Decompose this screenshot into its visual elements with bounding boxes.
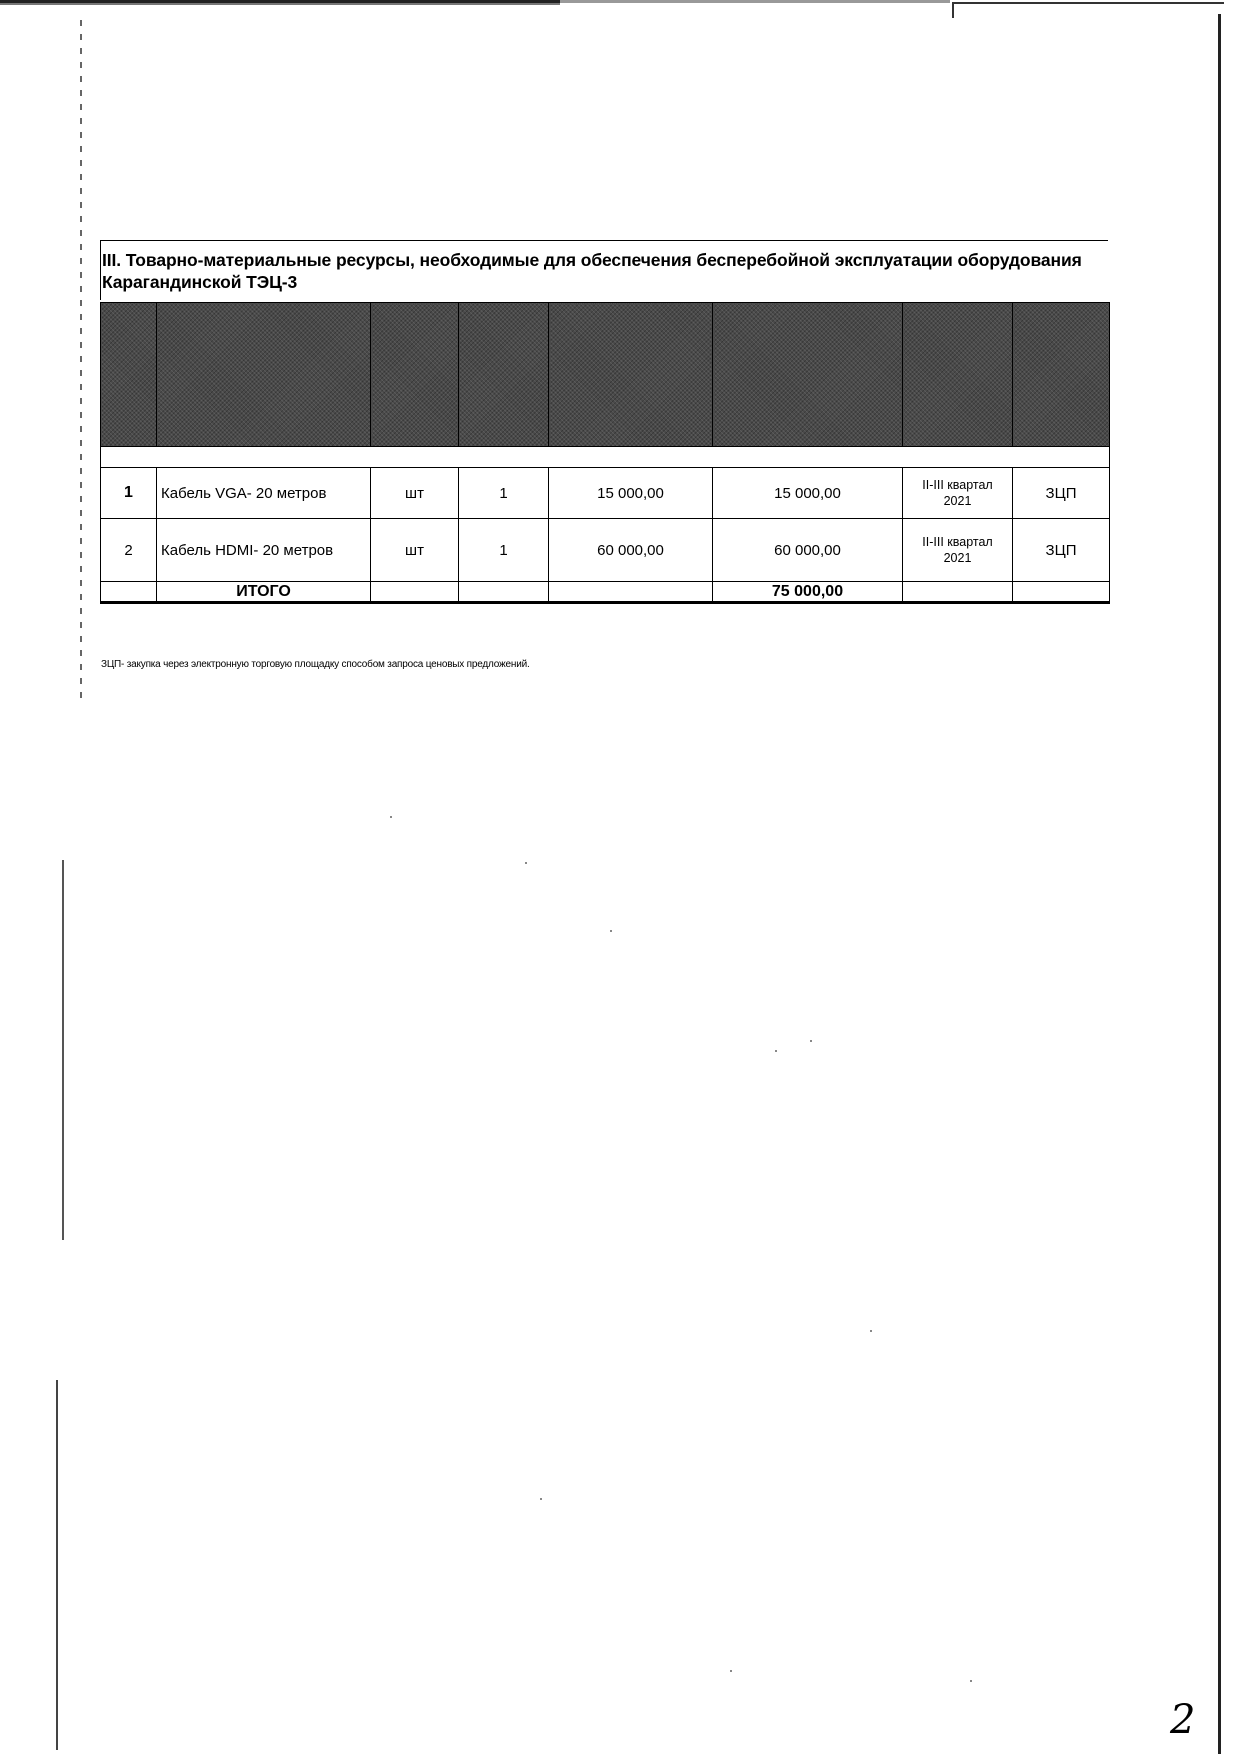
item-quantity: 1 <box>459 519 549 582</box>
total-empty-cell <box>371 582 459 603</box>
row-number: 1 <box>101 468 157 519</box>
item-method: ЗЦП <box>1013 519 1110 582</box>
scan-edge-right <box>1218 14 1221 1754</box>
scan-speck <box>870 1330 872 1332</box>
scan-speck <box>610 930 612 932</box>
scan-speck <box>730 1670 732 1672</box>
resources-table <box>100 302 1110 604</box>
total-empty-cell <box>903 582 1013 603</box>
header-cell <box>713 303 903 447</box>
table-row <box>101 519 1110 582</box>
scan-speck <box>775 1050 777 1052</box>
scan-corner-mark <box>952 2 1224 18</box>
table-total-row <box>101 582 1110 603</box>
item-period <box>903 519 1013 582</box>
item-period-quarter: II-III квартал <box>922 478 993 492</box>
header-cell <box>371 303 459 447</box>
total-empty-cell <box>101 582 157 603</box>
total-empty-cell <box>549 582 713 603</box>
total-amount: 75 000,00 <box>713 582 903 603</box>
item-price: 15 000,00 <box>549 468 713 519</box>
header-cell <box>903 303 1013 447</box>
header-cell <box>459 303 549 447</box>
footnote: ЗЦП- закупка через электронную торговую площадку способом запроса ценовых предложений. <box>101 659 530 670</box>
item-method: ЗЦП <box>1013 468 1110 519</box>
scan-edge-left-lower <box>62 860 64 1240</box>
item-period-year: 2021 <box>943 494 972 508</box>
item-unit: шт <box>371 519 459 582</box>
scan-edge-top <box>0 0 560 10</box>
item-quantity: 1 <box>459 468 549 519</box>
table-row <box>101 468 1110 519</box>
scan-speck <box>540 1498 542 1500</box>
item-period-quarter: II-III квартал <box>922 535 993 549</box>
item-price: 60 000,00 <box>549 519 713 582</box>
total-label: ИТОГО <box>157 582 371 603</box>
item-unit: шт <box>371 468 459 519</box>
scan-speck <box>970 1680 972 1682</box>
scan-edge-left-bottom <box>56 1380 58 1750</box>
item-name: Кабель HDMI- 20 метров <box>157 519 371 582</box>
spacer-cell <box>101 447 1110 468</box>
section-title: III. Товарно-материальные ресурсы, необходимые для обеспечения бесперебойной эксплуатации оборудования Карагандинской ТЭЦ-3 <box>102 250 1082 292</box>
header-cell <box>549 303 713 447</box>
item-amount: 15 000,00 <box>713 468 903 519</box>
row-number: 2 <box>101 519 157 582</box>
item-period <box>903 468 1013 519</box>
scan-speck <box>810 1040 812 1042</box>
scan-speck <box>390 816 392 818</box>
table-spacer-row <box>101 447 1110 468</box>
item-amount: 60 000,00 <box>713 519 903 582</box>
scan-edge-top-right <box>560 0 950 3</box>
header-cell <box>1013 303 1110 447</box>
header-cell <box>101 303 157 447</box>
item-period-year: 2021 <box>943 551 972 565</box>
scan-speck <box>525 862 527 864</box>
page-number: 2 <box>1170 1697 1196 1743</box>
total-empty-cell <box>459 582 549 603</box>
scan-edge-left <box>80 20 82 700</box>
table-header-row <box>101 303 1110 447</box>
item-name: Кабель VGA- 20 метров <box>157 468 371 519</box>
total-empty-cell <box>1013 582 1110 603</box>
header-cell <box>157 303 371 447</box>
